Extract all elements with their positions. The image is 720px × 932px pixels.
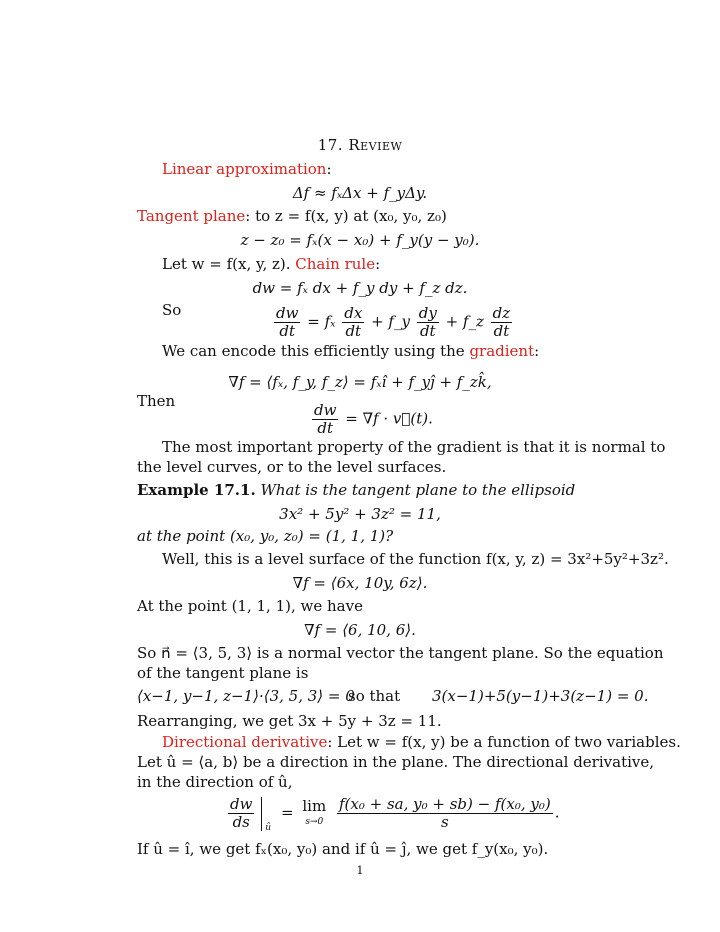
- rearranging-line: Rearranging, we get 3x + 5y + 3z = 11.: [137, 712, 442, 730]
- gradient-property-line-1: The most important property of the gradient is that it is normal to: [162, 438, 666, 456]
- final-line: If û = î, we get fₓ(x₀, y₀) and if û = ĵ, we get f_y(x₀, y₀).: [137, 840, 549, 858]
- page-number: 1: [356, 864, 364, 877]
- example-point: at the point (x₀, y₀, z₀) = (1, 1, 1)?: [137, 527, 394, 545]
- directional-derivative-limit: $\frac{dw}{ds}$ û = lim s→0 $\frac{\text{f(x₀ + sa, y₀ + sb) − f(x₀, y₀)}}{s}$ .: [230, 795, 560, 833]
- linear-approx-link: Linear approximation: [162, 160, 327, 178]
- then-label: Then: [137, 392, 176, 410]
- linear-approx-heading: Linear approximation:: [162, 160, 332, 178]
- chain-rule-fraction-equation: $\frac{dw}{dt}$ = fₓ $\frac{dx}{dt}$ + f_y $\frac{dy}{dt}$ + f_z $\frac{dz}{dt}$: [276, 304, 511, 340]
- gradient-general: ∇f = ⟨6x, 10y, 6z⟩.: [292, 574, 428, 592]
- gradient-link: gradient: [469, 342, 535, 360]
- linear-approx-equation: Δf ≈ fₓΔx + f_yΔy.: [292, 184, 428, 202]
- chain-rule-link: Chain rule: [295, 255, 376, 273]
- chain-rule-line: Let w = f(x, y, z). Chain rule:: [162, 255, 381, 273]
- ellipsoid-equation: 3x² + 5y² + 3z² = 11,: [279, 505, 441, 523]
- example-heading: Example 17.1. What is the tangent plane to the ellipsoid: [137, 481, 576, 499]
- gradient-property-line-2: the level curves, or to the level surfaces.: [137, 458, 447, 476]
- plane-expanded-equation: 3(x−1)+5(y−1)+3(z−1) = 0.: [432, 687, 649, 705]
- direction-of-line: in the direction of û,: [137, 773, 293, 791]
- so-label: So: [162, 301, 182, 319]
- gradient-intro-line: We can encode this efficiently using the gradient:: [162, 342, 540, 360]
- directional-derivative-line: Directional derivative: Let w = f(x, y) be a function of two variables.: [162, 733, 681, 751]
- tangent-plane-equation: z − z₀ = fₓ(x − x₀) + f_y(y − y₀).: [240, 231, 480, 249]
- tangent-plane-link: Tangent plane: [137, 207, 246, 225]
- chain-rule-equation: dw = fₓ dx + f_y dy + f_z dz.: [252, 279, 468, 297]
- direction-line: Let û = ⟨a, b⟩ be a direction in the plane. The directional derivative,: [137, 753, 655, 771]
- example-label: Example 17.1.: [137, 481, 256, 499]
- dwdt-gradient-equation: $\frac{dw}{dt}$ = ∇f · v⃗(t).: [314, 401, 433, 437]
- so-that-label: so that: [348, 687, 401, 705]
- page-title: 17. Review: [317, 136, 403, 154]
- directional-derivative-link: Directional derivative: [162, 733, 328, 751]
- normal-vector-line-1: So n⃗ = ⟨3, 5, 3⟩ is a normal vector the tangent plane. So the equation: [137, 644, 664, 662]
- gradient-equation: ∇f = ⟨fₓ, f_y, f_z⟩ = fₓî + f_yĵ + f_zk̂,: [228, 373, 492, 391]
- gradient-value: ∇f = ⟨6, 10, 6⟩.: [304, 621, 416, 639]
- tangent-plane-line: Tangent plane: to z = f(x, y) at (x₀, y₀, z₀): [137, 207, 447, 225]
- normal-vector-line-2: of the tangent plane is: [137, 664, 309, 682]
- level-surface-line: Well, this is a level surface of the function f(x, y, z) = 3x²+5y²+3z².: [162, 550, 669, 568]
- at-point-line: At the point (1, 1, 1), we have: [137, 597, 363, 615]
- plane-dot-equation: ⟨x−1, y−1, z−1⟩·⟨3, 5, 3⟩ = 0: [137, 687, 355, 705]
